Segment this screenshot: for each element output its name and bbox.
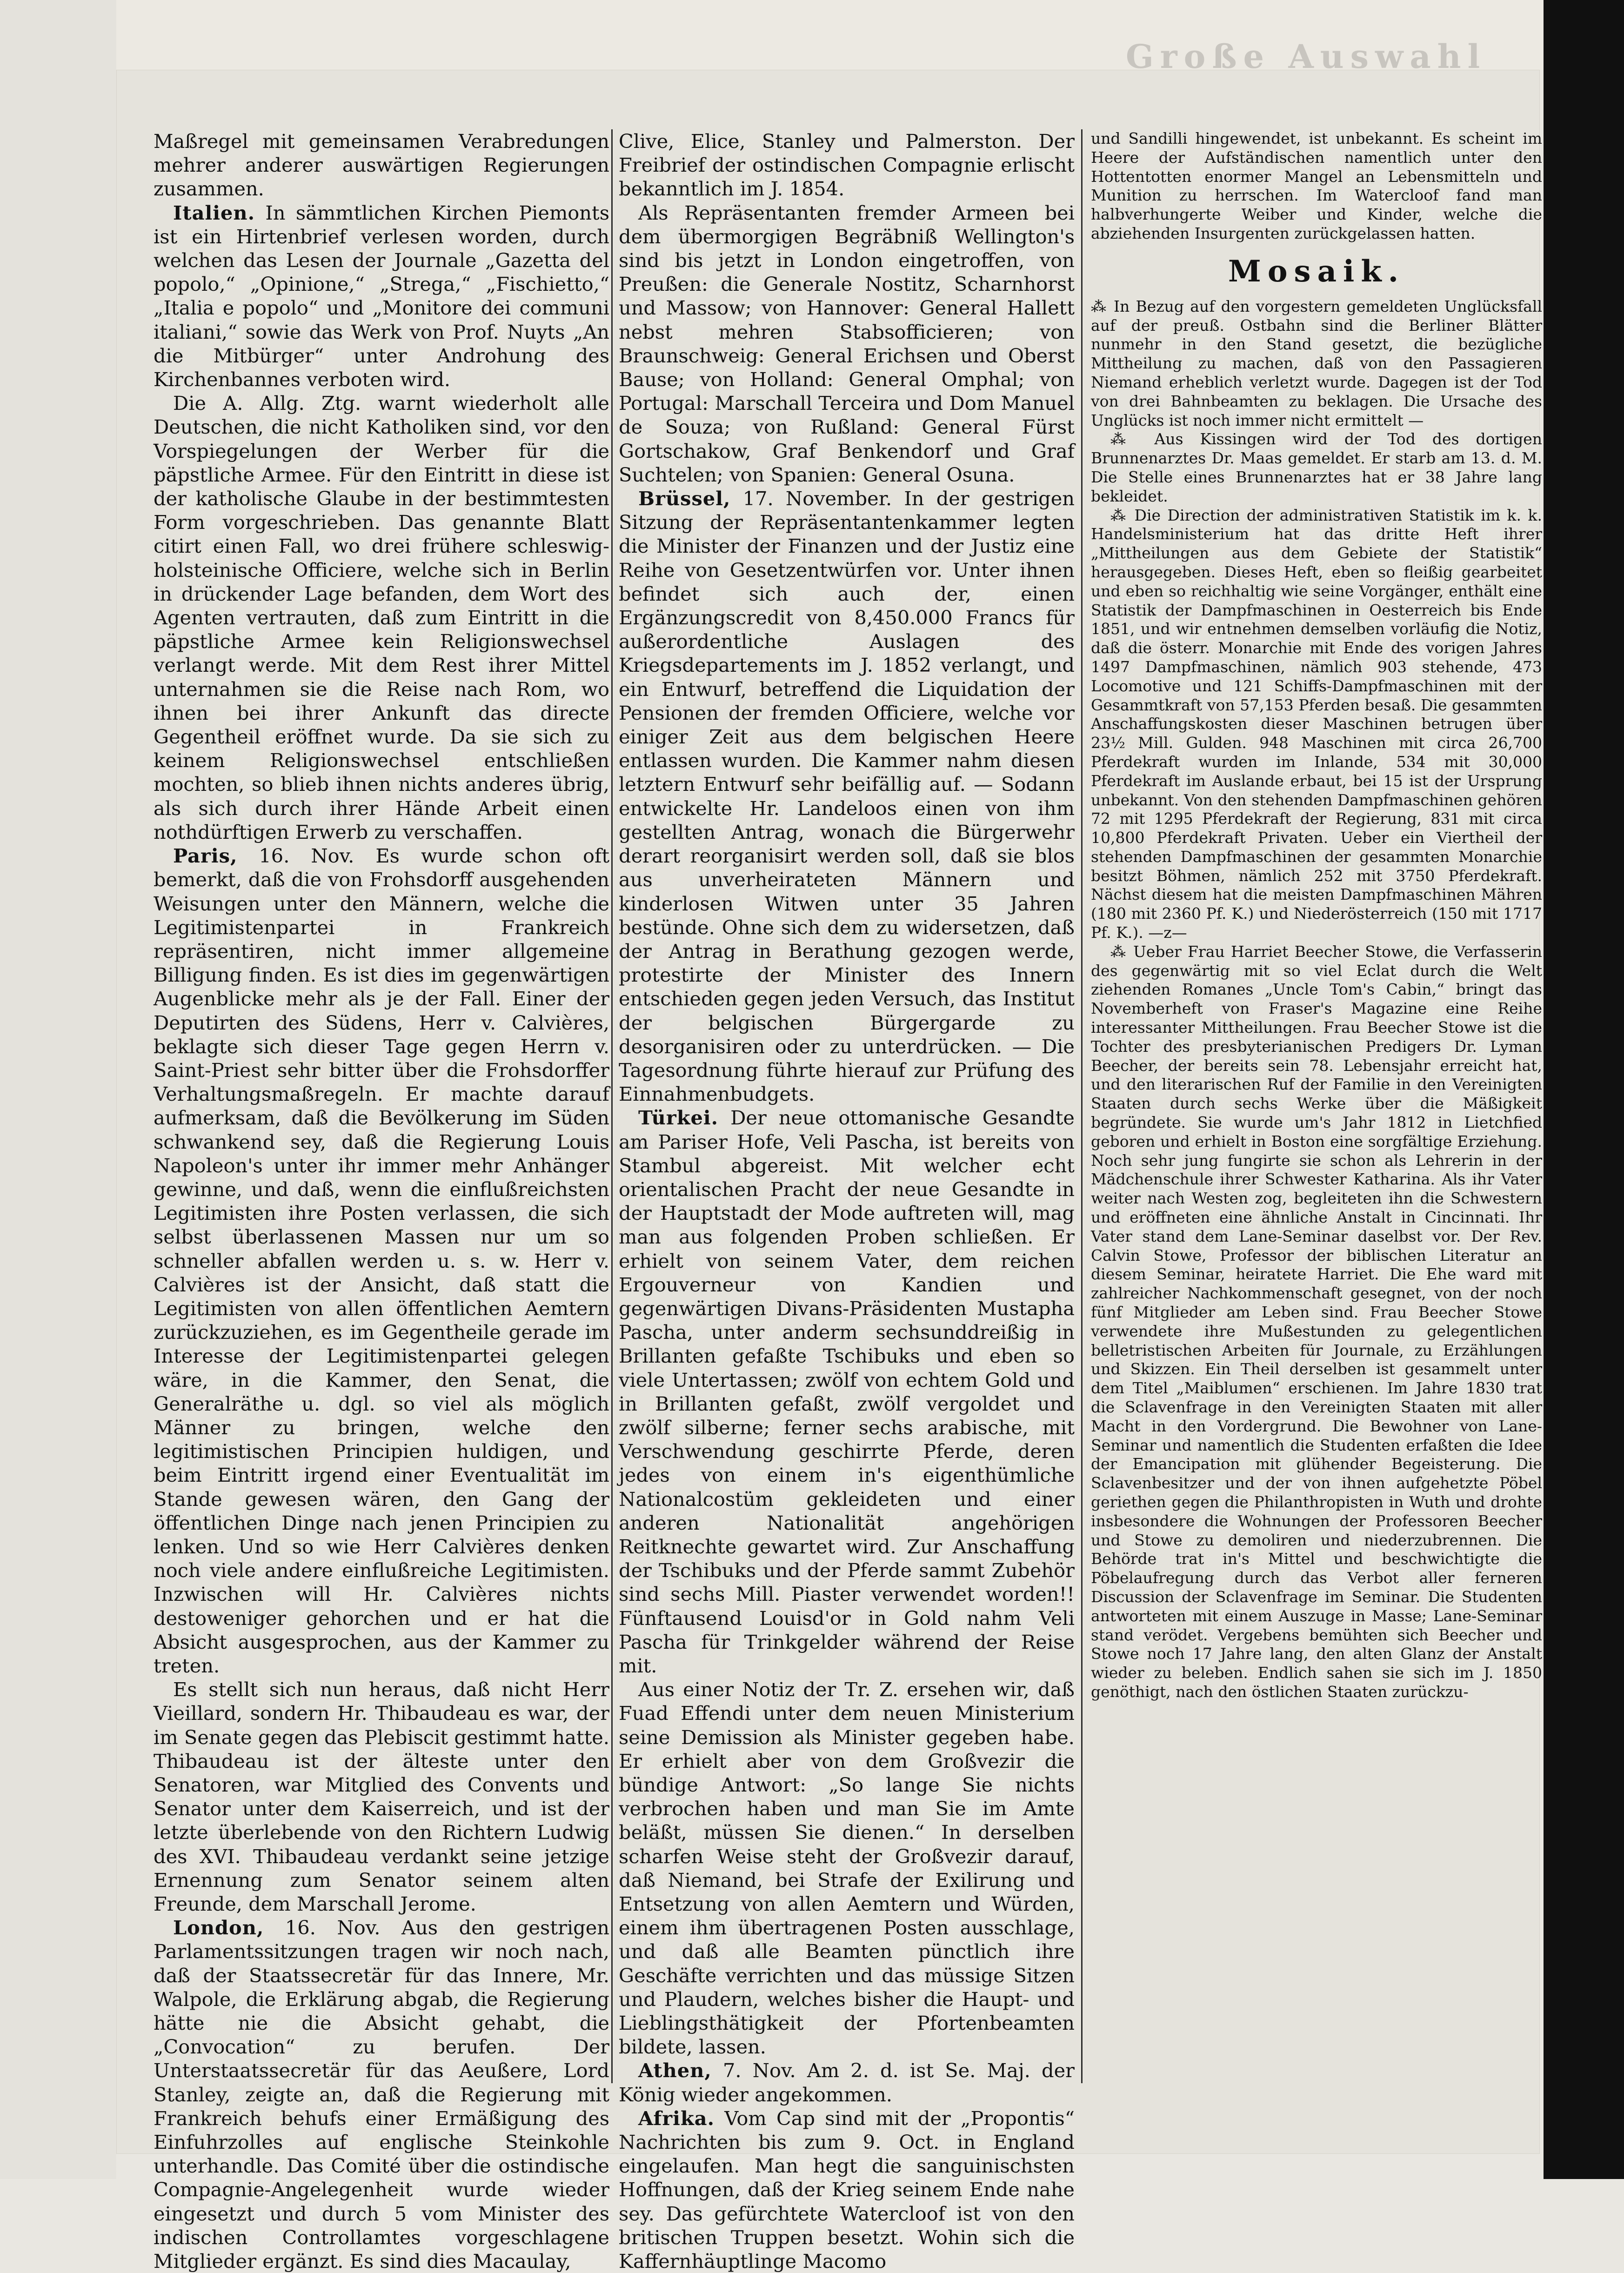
column-1 (154, 129, 609, 2273)
paragraph-text: Als Repräsentanten fremder Armeen bei dem übermorgigen Begräbniß Wellington's sind bis jetzt in London eingetroffen, von Preußen: die Generale Nostitz, Scharnhorst und Massow; von Hannover: General Hallett nebst mehren Stabsofficieren; von Braunschweig: General Erichsen und Oberst Bause; von Holland: General Omphal; von Portugal: Marschall Terceira und Dom Manuel de Souza; von Rußland: General Fürst Gortschakow, Graf Benkendorf und Graf Suchtelen; von Spanien: General Osuna. (619, 201, 1075, 486)
paragraph-text: In sämmtlichen Kirchen Piemonts ist ein Hirtenbrief verlesen worden, durch welchen das Lesen der Journale „Gazetta del popolo,“ „Opinione,“ „Strega,“ „Fischietto,“ „Italia e popolo“ und „Monitore dei communi italiani,“ sowie das Werk von Prof. Nuyts „An die Mitbürger“ unter Androhung des Kirchenbannes verboten wird. (154, 201, 609, 391)
article-paragraph (154, 1678, 609, 1916)
bleed-through-text: Große Auswahl (1126, 37, 1487, 76)
article-paragraph (1091, 506, 1542, 943)
paragraph-text: Clive, Elice, Stanley und Palmerston. Der Freibrief der ostindischen Compagnie erlischt bekanntlich im J. 1854. (619, 130, 1075, 201)
paragraph-text: Es stellt sich nun heraus, daß nicht Herr Vieillard, sondern Hr. Thibaudeau es war, der im Senate gegen das Plebiscit gestimmt hatte. Thibaudeau ist der älteste unter den Senatoren, war Mitglied des Convents und Senator unter dem Kaiserreich, und ist der letzte überlebende von den Richtern Ludwig des XVI. Thibaudeau verdankt seine jetzige Ernennung zum Senator seinem alten Freunde, dem Marschall Jerome. (154, 1678, 609, 1916)
paragraph-text: 17. November. In der gestrigen Sitzung der Repräsentantenkammer legten die Minister der Finanzen und der Justiz eine Reihe von Gesetzentwürfen vor. Unter ihnen befindet sich auch der, einen Ergänzungscredit von 8,450.000 Francs für außerordentliche Auslagen des Kriegsdepartements im J. 1852 verlangt, und ein Entwurf, betreffend die Liquidation der Pensionen der fremden Officiere, welche vor einiger Zeit aus dem belgischen Heere entlassen wurden. Die Kammer nahm diesen letztern Entwurf sehr beifällig auf. — Sodann entwickelte Hr. Landeloos einen von ihm gestellten Antrag, wonach die Bürgerwehr derart reorganisirt werden soll, daß sie blos aus unverheirateten Männern und kinderlosen Witwen unter 35 Jahren bestünde. Ohne sich dem zu widersetzen, daß der Antrag in Berathung gezogen werde, protestirte der Minister des Innern entschieden gegen jeden Versuch, das Institut der belgischen Bürgergarde zu desorganisiren oder zu unterdrücken. — Die Tagesordnung führte hierauf zur Prüfung des Einnahmenbudgets. (619, 487, 1075, 1106)
paragraph-text: ⁂ Ueber Frau Harriet Beecher Stowe, die Verfasserin des gegenwärtig mit so viel Eclat durch die Welt ziehenden Romanes „Uncle Tom's Cabin,“ bringt das Novemberheft von Fraser's Magazine eine Reihe interessanter Mittheilungen. Frau Beecher Stowe ist die Tochter des presbyterianischen Predigers Dr. Lyman Beecher, der bereits sein 78. Lebensjahr erreicht hat, und den literarischen Ruf der Familie in den Vereinigten Staaten durch sechs Werke über die Mäßigkeit begründete. Sie wurde um's Jahr 1812 in Lietchfied geboren und erhielt in Boston eine sorgfältige Erziehung. Noch sehr jung fungirte sie schon als Lehrerin in der Mädchenschule ihrer Schwester Katharina. Als ihr Vater weiter nach Westen zog, begleiteten ihn die Schwestern und eröffneten eine ähnliche Anstalt in Cincinnati. Ihr Vater stand dem Lane-Seminar daselbst vor. Der Rev. Calvin Stowe, Professor der biblischen Literatur an diesem Seminar, heiratete Harriet. Die Ehe ward mit zahlreicher Nachkommenschaft gesegnet, von der noch fünf Mitglieder am Leben sind. Frau Beecher Stowe verwendete ihre Mußestunden zu gelegentlichen belletristischen Arbeiten für Journale, zu Erzählungen und Skizzen. Ein Theil derselben ist gesammelt unter dem Titel „Maiblumen“ erschienen. Im Jahre 1830 trat die Sclavenfrage in den Vereinigten Staaten mit aller Macht in den Vordergrund. Die Bewohner von Lane-Seminar und namentlich die Studenten erfaßten die Idee der Emancipation mit glühender Begeisterung. Die Sclavenbesitzer und der von ihnen aufgehetzte Pöbel geriethen gegen die Philanthropisten in Wuth und drohte insbesondere die Wohnungen der Professoren Beecher und Stowe zu demoliren und niederzubrennen. Die Behörde trat in's Mittel und beschwichtigte die Pöbelaufregung durch das Verbot aller ferneren Discussion der Sclavenfrage im Seminar. Die Studenten antworteten mit einem Auszuge in Masse; Lane-Seminar stand verödet. Vergebens bemühten sich Beecher und Stowe noch 17 Jahre lang, den alten Glanz der Anstalt wieder zu beleben. Endlich sahen sie sich im J. 1850 genöthigt, nach den östlichen Staaten zurückzu- (1091, 942, 1542, 1701)
paragraph-text: Die A. Allg. Ztg. warnt wiederholt alle Deutschen, die nicht Katholiken sind, vor den Vorspiegelungen der Werber für die päpstliche Armee. Für den Eintritt in diese ist der katholische Glaube in der bestimmtesten Form vorgeschrieben. Das genannte Blatt citirt einen Fall, wo drei frühere schleswig-holsteinische Officiere, welche sich in Berlin in drückender Lage befanden, dem Wort des Agenten vertrauten, daß zum Eintritt in die päpstliche Armee kein Religionswechsel verlangt werde. Mit dem Rest ihrer Mittel unternahmen sie die Reise nach Rom, wo ihnen bei ihrer Ankunft das directe Gegentheil eröffnet wurde. Da sie sich zu keinem Religionswechsel entschließen mochten, so blieb ihnen nichts anderes übrig, als sich durch ihrer Hände Arbeit einen nothdürftigen Erwerb zu verschaffen. (154, 392, 609, 843)
article-paragraph (619, 1106, 1075, 1678)
dateline: Afrika. (638, 2106, 715, 2130)
dateline: Paris, (173, 844, 238, 868)
article-paragraph (619, 1678, 1075, 2059)
scan-left-margin (0, 0, 116, 2179)
paragraph-text: ⁂ In Bezug auf den vorgestern gemeldeten Unglücksfall auf der preuß. Ostbahn sind die Berliner Blätter nunmehr in den Stand gesetzt, die bezügliche Mittheilung zu machen, daß von den Passagieren Niemand erheblich verletzt wurde. Dagegen ist der Tod von drei Bahnbeamten zu beklagen. Die Ursache des Unglücks ist noch immer nicht ermittelt — (1091, 297, 1542, 429)
dateline: Athen, (638, 2059, 712, 2082)
section-heading-mosaik: Mosaik. (1228, 254, 1405, 289)
paragraph-text: 7. Nov. Am 2. d. ist Se. Maj. der König wieder angekommen. (619, 2059, 1075, 2106)
paragraph-text: und Sandilli hingewendet, ist unbekannt. Es scheint im Heere der Aufständischen namentlich unter den Hottentotten enormer Mangel an Lebensmitteln und Munition zu herrschen. Im Watercloof fand man halbverhungerte Weiber und Kinder, welche die abziehenden Insurgenten zurückgelassen hatten. (1091, 129, 1542, 242)
column-3-body (1091, 297, 1542, 1702)
paragraph-text: ⁂ Aus Kissingen wird der Tod des dortigen Brunnenarztes Dr. Maas gemeldet. Er starb am 13. d. M. Die Stelle eines Brunnenarztes hat er 38 Jahre lang bekleidet. (1091, 430, 1542, 505)
paragraph-text: Aus einer Notiz der Tr. Z. ersehen wir, daß Fuad Effendi unter dem neuen Ministerium seine Demission als Minister gegeben habe. Er erhielt aber von dem Großvezir die bündige Antwort: „So lange Sie nichts verbrochen haben und man Sie im Amte beläßt, müssen Sie dienen.“ In derselben scharfen Weise steht der Großvezir darauf, daß Niemand, bei Strafe der Exilirung und Entsetzung von allen Aemtern und Würden, einem ihm übertragenen Posten ausschlage, und daß alle Beamten pünctlich ihre Geschäfte verrichten und das müssige Sitzen und Plaudern, welches bisher die Haupt- und Lieblingsthätigkeit der Pfortenbeamten bildete, lassen. (619, 1678, 1075, 2059)
paragraph-text: Vom Cap sind mit der „Propontis“ Nachrichten bis zum 9. Oct. in England eingelaufen. Man hegt die sanguinischsten Hoffnungen, daß der Krieg seinem Ende nahe sey. Das gefürchtete Watercloof ist von den britischen Truppen besetzt. Wohin sich die Kaffernhäuptlinge Macomo (619, 2106, 1075, 2273)
column-rule-1 (611, 129, 613, 2083)
column-3 (1091, 129, 1542, 2083)
article-paragraph (1091, 297, 1542, 430)
dateline: Italien. (173, 201, 255, 224)
article-paragraph (154, 844, 609, 1678)
paragraph-text: ⁂ Die Direction der administrativen Statistik im k. k. Handelsministerium hat das dritte Heft ihrer „Mittheilungen aus dem Gebiete der Statistik“ herausgegeben. Dieses Heft, eben so fleißig gearbeitet und eben so reichhaltig wie seine Vorgänger, enthält eine Statistik der Dampfmaschinen in Oesterreich bis Ende 1851, und wir entnehmen demselben vorläufig die Notiz, daß die österr. Monarchie mit Ende des vorigen Jahres 1497 Dampfmaschinen, nämlich 903 stehende, 473 Locomotive und 121 Schiffs-Dampfmaschinen mit der Gesammtkraft von 57,153 Pferden besaß. Die gesammten Anschaffungskosten dieser Maschinen betrugen über 23½ Mill. Gulden. 948 Maschinen mit circa 26,700 Pferdekraft wurden im Inlande, 534 mit 30,000 Pferdekraft im Auslande erbaut, bei 15 ist der Ursprung unbekannt. Von den stehenden Dampfmaschinen gehören 72 mit 1295 Pferdekraft der Regierung, 831 mit circa 10,800 Pferdekraft Privaten. Ueber ein Viertheil der stehenden Dampfmaschinen der gesammten Monarchie besitzt Böhmen, nämlich 252 mit 3750 Pferdekraft. Nächst diesem hat die meisten Dampfmaschinen Mähren (180 mit 2360 Pf. K.) und Niederösterreich (150 mit 1717 Pf. K.). —z— (1091, 506, 1542, 942)
article-paragraph (1091, 430, 1542, 506)
column-2 (619, 129, 1075, 2273)
article-paragraph (154, 201, 609, 392)
column-rule-2 (1081, 129, 1083, 2083)
article-paragraph (619, 201, 1075, 487)
dateline: Brüssel, (638, 487, 731, 510)
article-paragraph (619, 2106, 1075, 2273)
article-paragraph (619, 487, 1075, 1106)
paragraph-text: Der neue ottomanische Gesandte am Pariser Hofe, Veli Pascha, ist bereits von Stambul abgereist. Mit welcher echt orientalischen Pracht der neue Gesandte in der Hauptstadt der Mode auftreten will, mag man aus folgenden Proben schließen. Er erhielt von seinem Vater, dem reichen Ergouverneur von Kandien und gegenwärtigen Divans-Präsidenten Mustapha Pascha, unter anderm sechsunddreißig in Brillanten gefaßte Tschibuks und eben so viele Untertassen; zwölf von echtem Gold und in Brillanten gefaßt, zwölf vergoldet und zwölf silberne; ferner sechs arabische, mit Verschwendung geschirrte Pferde, deren jedes von einem in's eigenthümliche Nationalcostüm gekleideten und einer anderen Nationalität angehörigen Reitknechte gewartet wird. Zur Anschaffung der Tschibuks und der Pferde sammt Zubehör sind sechs Mill. Piaster verwendet worden!! Fünftausend Louisd'or in Gold nahm Veli Pascha für Trinkgelder während der Reise mit. (619, 1106, 1075, 1677)
article-paragraph (619, 129, 1075, 201)
dateline: London, (173, 1916, 264, 1939)
scan-dark-edge (1544, 0, 1624, 2179)
paragraph-text: Maßregel mit gemeinsamen Verabredungen mehrer anderer auswärtigen Regierungen zusammen. (154, 130, 609, 201)
article-paragraph (1091, 129, 1542, 243)
paragraph-text: 16. Nov. Aus den gestrigen Parlamentssitzungen tragen wir noch nach, daß der Staatssecretär für das Innere, Mr. Walpole, die Erklärung abgab, die Regierung hätte nie die Absicht gehabt, die „Convocation“ zu berufen. Der Unterstaatssecretär für das Aeußere, Lord Stanley, zeigte an, daß die Regierung mit Frankreich behufs einer Ermäßigung des Einfuhrzolles auf englische Steinkohle unterhandle. Das Comité über die ostindische Compagnie-Angelegenheit wurde wieder eingesetzt und durch 5 vom Minister des indischen Controllamtes vorgeschlagene Mitglieder ergänzt. Es sind dies Macaulay, (154, 1916, 609, 2273)
article-paragraph (154, 1916, 609, 2273)
column-3-lead (1091, 129, 1542, 243)
article-paragraph (619, 2059, 1075, 2106)
article-paragraph (154, 391, 609, 844)
article-paragraph (154, 129, 609, 201)
article-paragraph (1091, 943, 1542, 1702)
dateline: Türkei. (638, 1106, 719, 1130)
paragraph-text: 16. Nov. Es wurde schon oft bemerkt, daß die von Frohsdorff ausgehenden Weisungen unter den Männern, welche die Legitimistenpartei in Frankreich repräsentiren, nicht immer allgemeine Billigung finden. Es ist dies im gegenwärtigen Augenblicke mehr als je der Fall. Einer der Deputirten des Südens, Herr v. Calvières, beklagte sich dieser Tage gegen Herrn v. Saint-Priest sehr bitter über die Frohsdorffer Verhaltungsmaßregeln. Er machte darauf aufmerksam, daß die Bevölkerung im Süden schwankend sey, daß die Regierung Louis Napoleon's unter ihr immer mehr Anhänger gewinne, und daß, wenn die einflußreichsten Legitimisten ihre Posten verlassen, die sich selbst überlassenen Massen nur um so schneller abfallen werden u. s. w. Herr v. Calvières ist der Ansicht, daß statt die Legitimisten von allen öffentlichen Aemtern zurückzuziehen, es im Gegentheile gerade im Interesse der Legitimistenpartei gelegen wäre, in die Kammer, den Senat, die Generalräthe u. dgl. so viel als möglich Männer zu bringen, welche den legitimistischen Principien huldigen, und beim Eintritt irgend einer Eventualität im Stande gewesen wären, den Gang der öffentlichen Dinge nach jenen Principien zu lenken. Und so wie Herr Calvières denken noch viele andere einflußreiche Legitimisten. Inzwischen will Hr. Calvières nichts destoweniger gehorchen und er hat die Absicht ausgesprochen, aus der Kammer zu treten. (154, 844, 609, 1677)
